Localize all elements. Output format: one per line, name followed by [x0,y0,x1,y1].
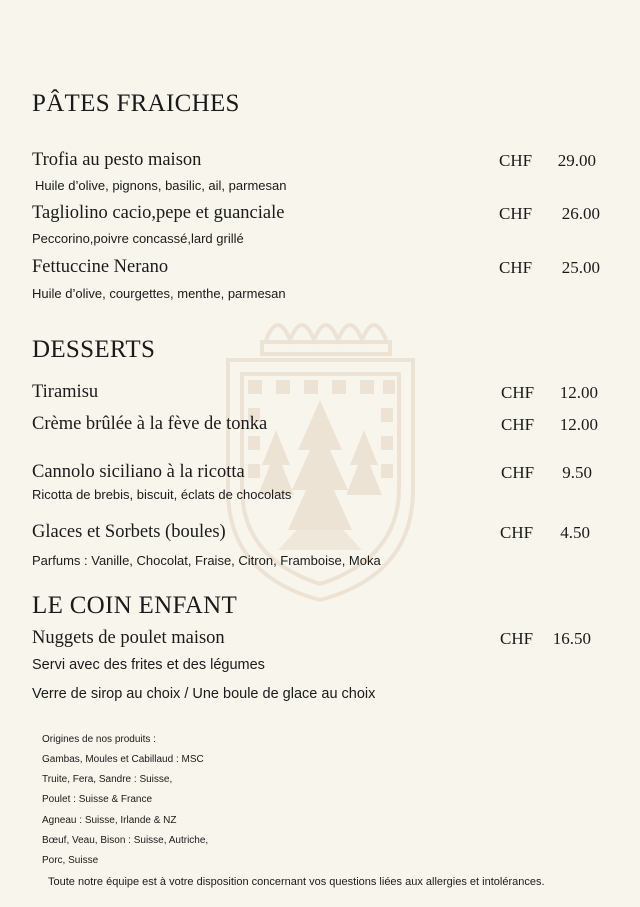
section-title-desserts: DESSERTS [32,336,156,363]
dish-name: Cannolo siciliano à la ricotta [32,462,245,482]
dish-currency: CHF [501,415,535,434]
origin-line: Origines de nos produits : [42,734,156,745]
dish-price: 12.00 [559,383,598,402]
dish-name: Tagliolino cacio,pepe et guanciale [32,203,285,223]
dish-description: Ricotta de brebis, biscuit, éclats de chocolats [32,487,292,502]
dish-price: 16.50 [552,629,591,648]
origin-line: Truite, Fera, Sandre : Suisse, [42,774,173,785]
origin-line: Porc, Suisse [42,855,99,866]
dish-description: Parfums : Vanille, Chocolat, Fraise, Citron, Framboise, Moka [32,553,381,568]
origin-line: Gambas, Moules et Cabillaud : MSC [42,754,204,765]
section-title-pates: PÂTES FRAICHES [32,90,240,117]
dish-price: 29.00 [557,151,596,170]
dish-price: 4.50 [560,523,590,542]
origin-line: Bœuf, Veau, Bison : Suisse, Autriche, [42,835,209,846]
allergy-note: Toute notre équipe est à votre disposition concernant vos questions liées aux allergies et intolérances. [48,876,545,888]
dish-currency: CHF [499,151,533,170]
dish-price: 26.00 [561,204,600,223]
dish-price: 25.00 [561,258,600,277]
kids-menu-line: Verre de sirop au choix / Une boule de glace au choix [32,686,376,702]
dish-name: Crème brûlée à la fève de tonka [32,414,268,434]
dish-name: Glaces et Sorbets (boules) [32,522,226,542]
dish-description: Huile d’olive, courgettes, menthe, parmesan [32,286,286,301]
dish-description: Peccorino,poivre concassé,lard grillé [32,231,244,246]
origin-line: Agneau : Suisse, Irlande & NZ [42,815,177,826]
dish-name: Tiramisu [32,382,99,402]
dish-currency: CHF [500,629,534,648]
dish-currency: CHF [499,204,533,223]
dish-price: 12.00 [559,415,598,434]
dish-name: Fettuccine Nerano [32,257,169,277]
dish-currency: CHF [501,463,535,482]
dish-description: Huile d’olive, pignons, basilic, ail, parmesan [35,178,287,193]
dish-currency: CHF [500,523,534,542]
dish-currency: CHF [501,383,535,402]
dish-name: Trofia au pesto maison [32,150,202,170]
dish-name: Nuggets de poulet maison [32,628,225,648]
dish-currency: CHF [499,258,533,277]
dish-price: 9.50 [562,463,592,482]
origin-line: Poulet : Suisse & France [42,794,153,805]
section-title-enfant: LE COIN ENFANT [32,592,238,619]
kids-menu-line: Servi avec des frites et des légumes [32,657,265,673]
